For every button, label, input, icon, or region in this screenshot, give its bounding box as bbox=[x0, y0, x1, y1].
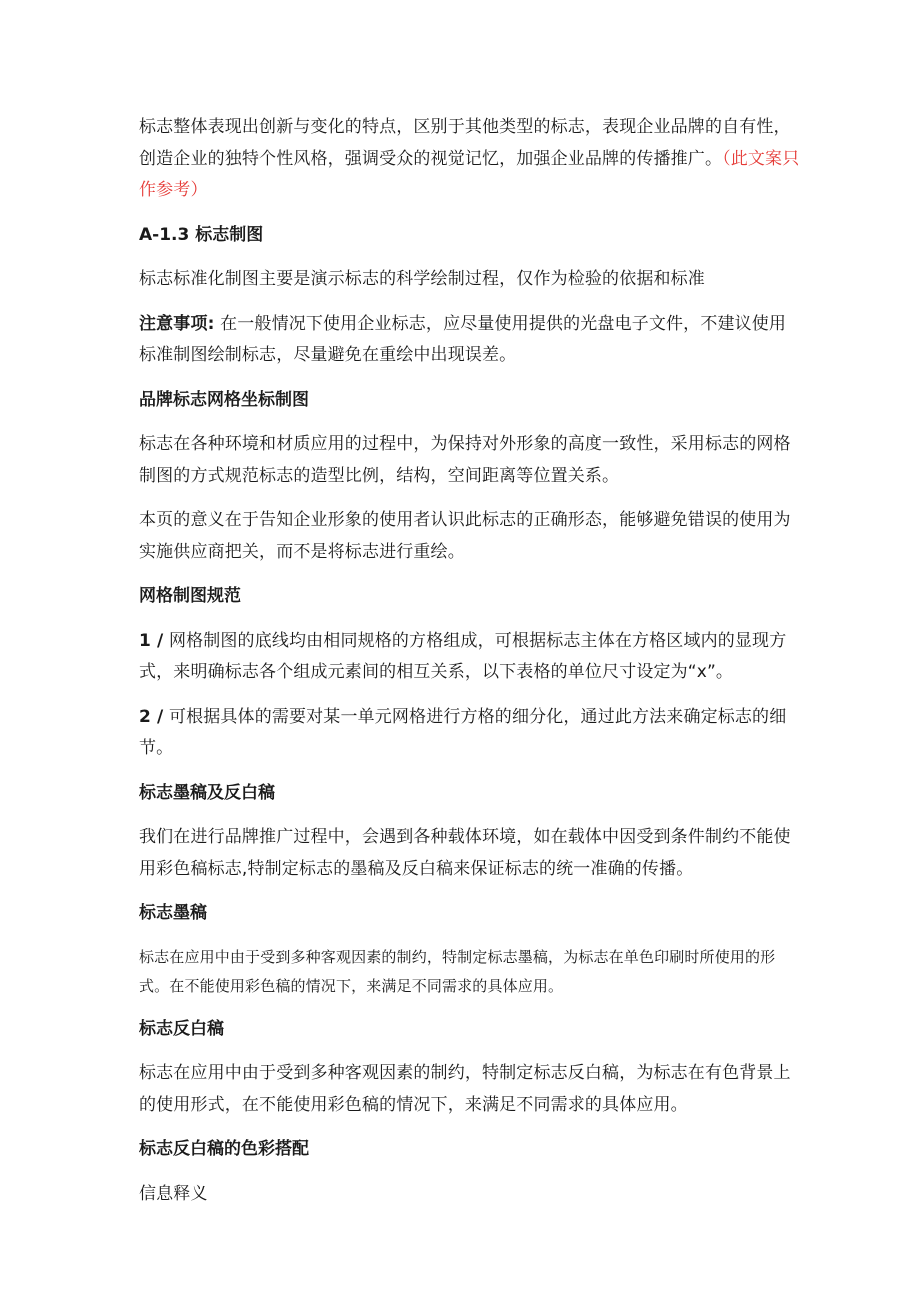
section-heading-grid-spec: 网格制图规范 bbox=[139, 586, 241, 606]
spec-item-1 bbox=[139, 626, 800, 689]
reverse-paragraph: 标志在应用中由于受到多种客观因素的制约，特制定标志反白稿，为标志在有色背景上的使用形式，在不能使用彩色稿的情况下，来满足不同需求的具体应用。 bbox=[139, 1063, 791, 1115]
section-heading-grid-coordinates: 品牌标志网格坐标制图 bbox=[139, 389, 309, 410]
spec-item-2 bbox=[139, 702, 800, 765]
info-definition: 信息释义 bbox=[139, 1183, 208, 1204]
ink-paragraph: 标志在应用中由于受到多种客观因素的制约，特制定标志墨稿，为标志在单色印刷时所使用的形式。在不能使用彩色稿的情况下，来满足不同需求的具体应用。 bbox=[139, 947, 776, 995]
ink-reverse-paragraph: 我们在进行品牌推广过程中，会遇到各种载体环境，如在载体中因受到条件制约不能使用彩色稿标志,特制定标志的墨稿及反白稿来保证标志的统一准确的传播。 bbox=[139, 827, 791, 879]
section-heading-reverse-color: 标志反白稿的色彩搭配 bbox=[139, 1139, 309, 1159]
section-heading-ink: 标志墨稿 bbox=[139, 903, 207, 923]
caution-text: 在一般情况下使用企业标志，应尽量使用提供的光盘电子文件，不建议使用标准制图绘制标志，尽量避免在重绘中出现误差。 bbox=[139, 313, 787, 365]
reference-note: （此文案只作参考） bbox=[139, 148, 800, 200]
spec-item-1-text: 网格制图的底线均由相同规格的方格组成，可根据标志主体在方格区域内的显现方式，来明确标志各个组成元素间的相互关系，以下表格的单位尺寸设定为“x”。 bbox=[139, 630, 787, 682]
section-heading-ink-and-reverse: 标志墨稿及反白稿 bbox=[139, 782, 275, 803]
intro-text: 标志整体表现出创新与变化的特点，区别于其他类型的标志，表现企业品牌的自有性，创造企业的独特个性风格，强调受众的视觉记忆，加强企业品牌的传播推广。 bbox=[139, 117, 791, 169]
spec-item-1-number: 1 / bbox=[139, 630, 164, 651]
grid-purpose-paragraph: 标志在各种环境和材质应用的过程中，为保持对外形象的高度一致性，采用标志的网格制图的方式规范标志的造型比例，结构，空间距离等位置关系。 bbox=[139, 434, 791, 486]
spec-item-2-text: 可根据具体的需要对某一单元网格进行方格的细分化，通过此方法来确定标志的细节。 bbox=[139, 706, 787, 758]
drawing-description: 标志标准化制图主要是演示标志的科学绘制过程，仅作为检验的依据和标准 bbox=[139, 269, 705, 289]
page-meaning-paragraph: 本页的意义在于告知企业形象的使用者认识此标志的正确形态，能够避免错误的使用为实施供应商把关，而不是将标志进行重绘。 bbox=[139, 510, 791, 562]
section-heading-reverse: 标志反白稿 bbox=[139, 1018, 224, 1039]
caution-paragraph bbox=[139, 309, 800, 372]
intro-paragraph bbox=[139, 112, 800, 207]
section-heading-logo-drawing: A-1.3 标志制图 bbox=[139, 224, 264, 245]
spec-item-2-number: 2 / bbox=[139, 706, 164, 727]
caution-label: 注意事项: bbox=[139, 313, 215, 334]
